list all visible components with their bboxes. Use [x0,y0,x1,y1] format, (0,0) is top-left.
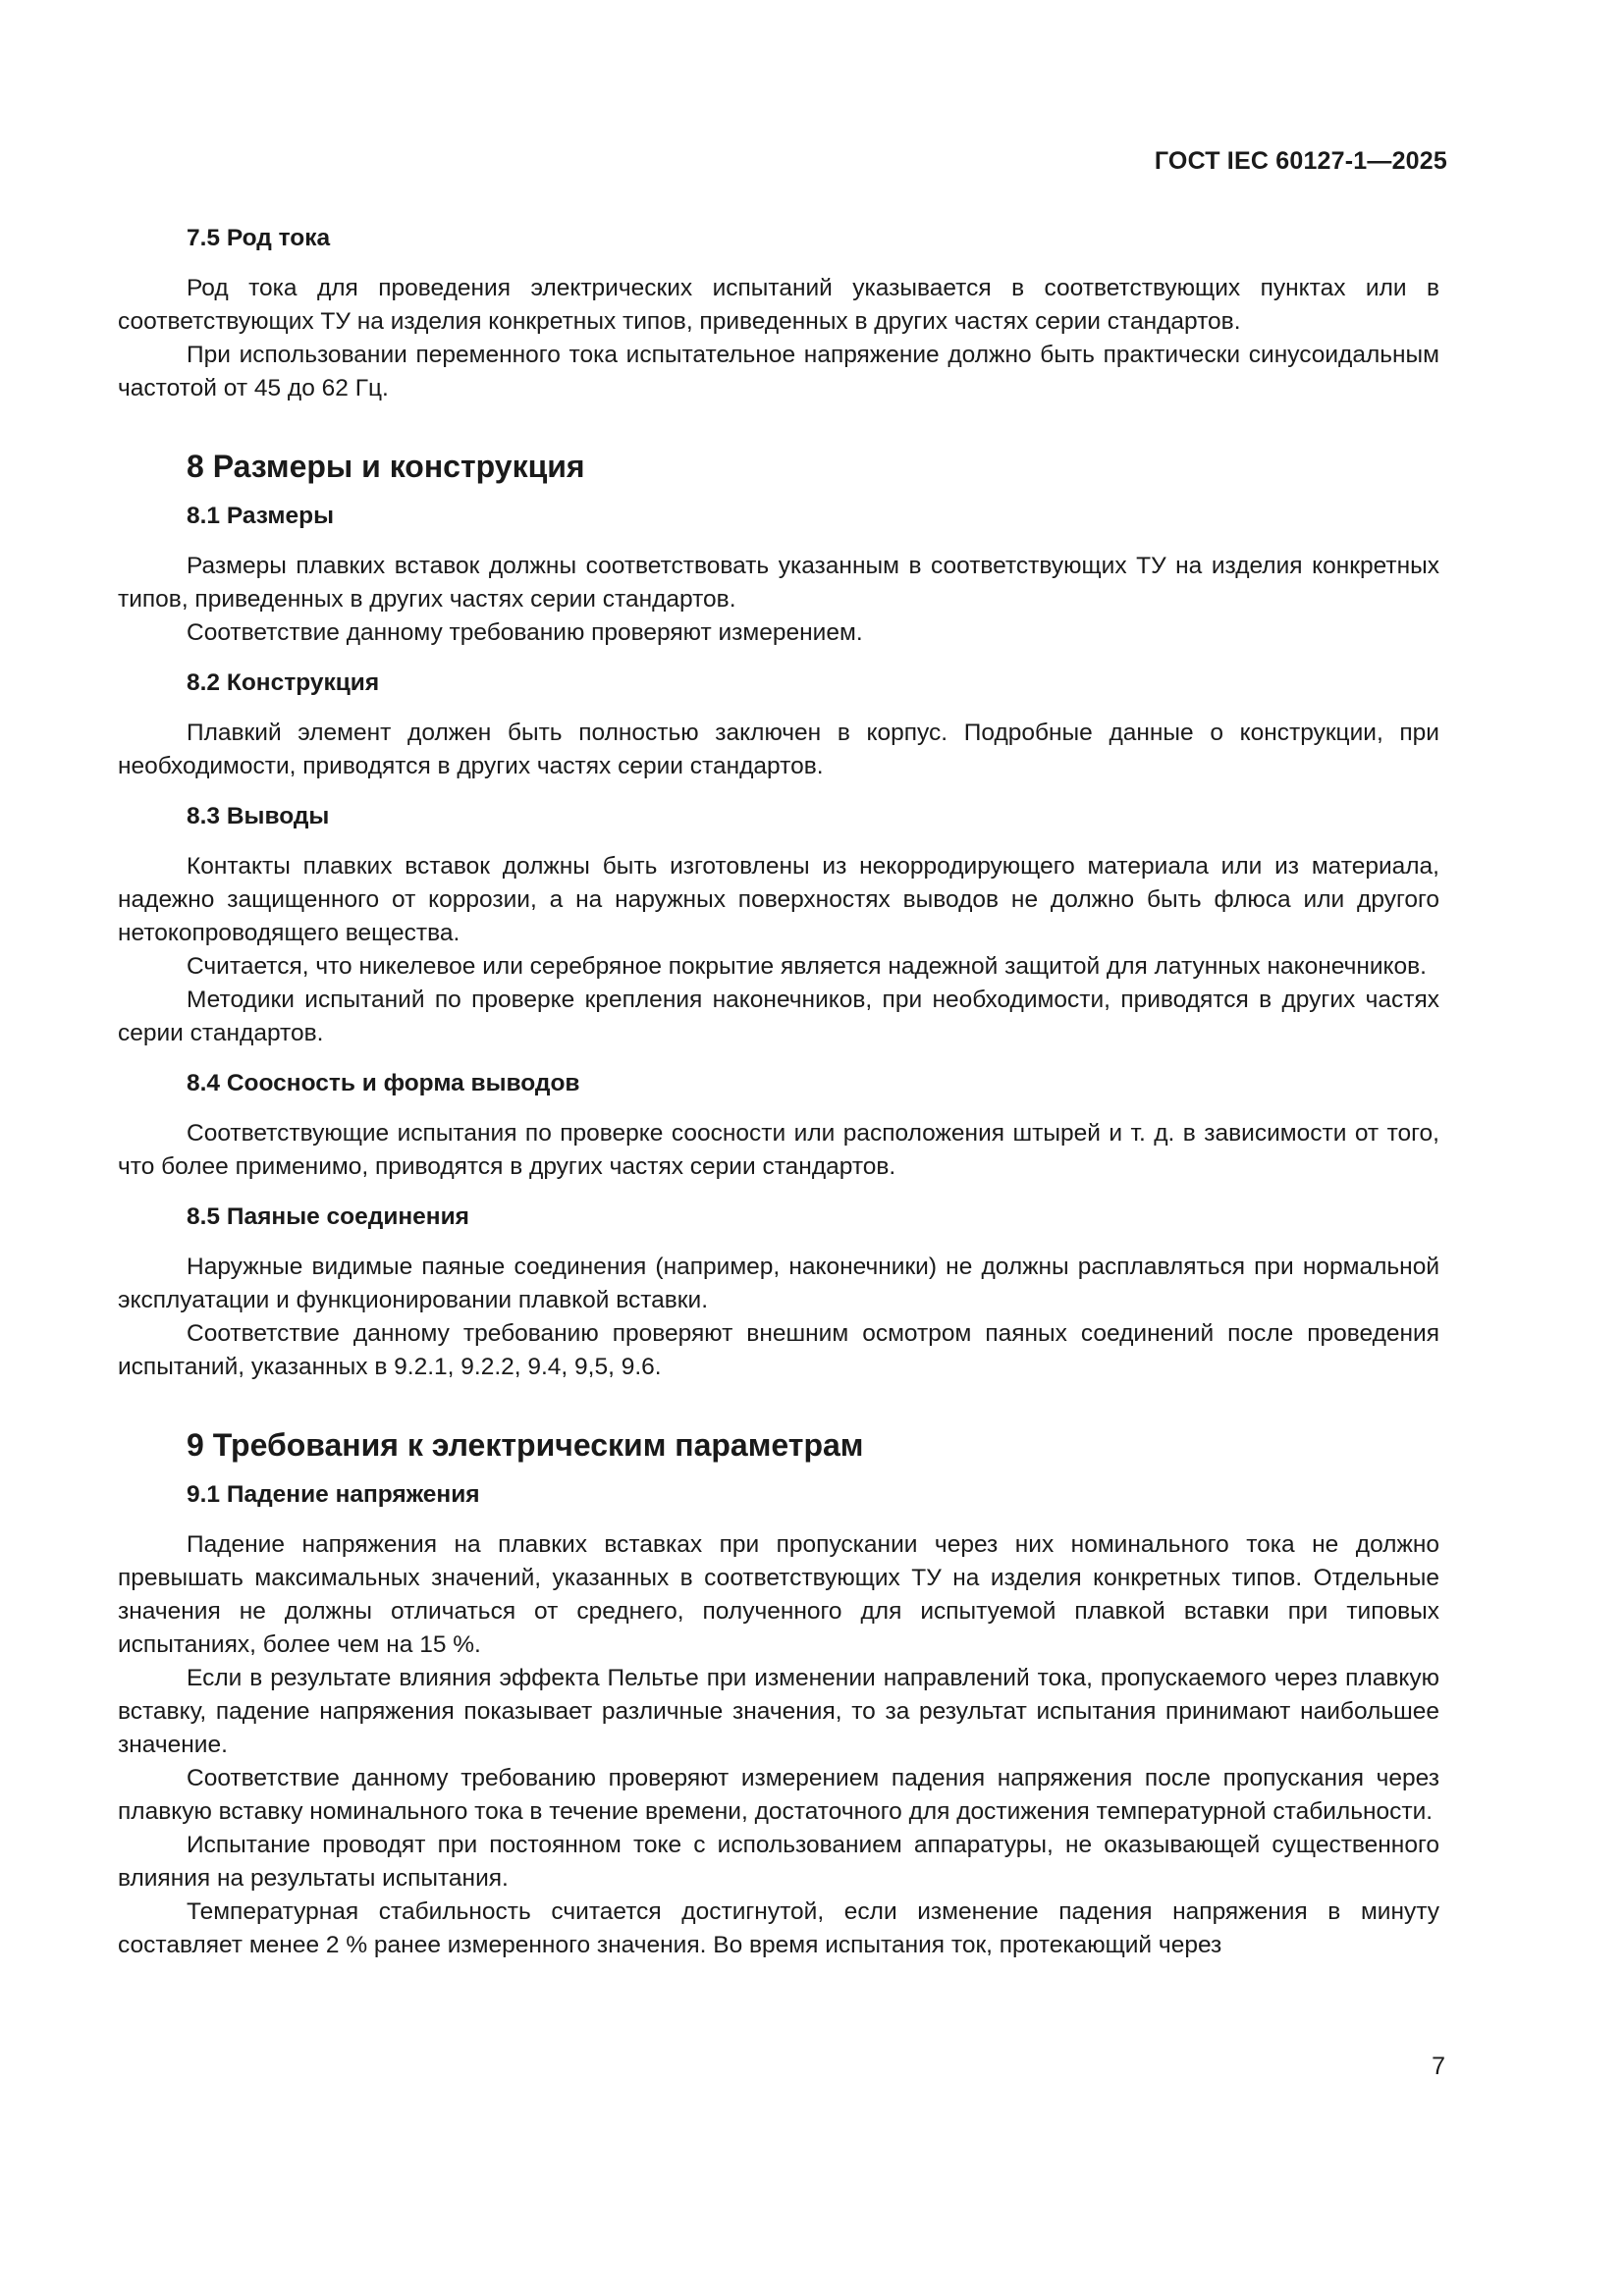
paragraph: Если в результате влияния эффекта Пельтье при изменении направлений тока, пропускаемого через плавкую вставку, падение напряжения показывает различные значения, то за результат испытания принимают наибольшее значение. [118,1665,1439,1758]
section-heading-8-3: 8.3 Выводы [187,803,330,829]
paragraph: Методики испытаний по проверке крепления наконечников, при необходимости, приводятся в других частях серии стандартов. [118,987,1439,1046]
section-heading-9-1: 9.1 Падение напряжения [187,1481,480,1508]
section-heading-8-2: 8.2 Конструкция [187,669,380,696]
paragraph: Падение напряжения на плавких вставках при пропускании через них номинального тока не должно превышать максимальных значений, указанных в соответствующих ТУ на изделия конкретных типов. Отдельные значения не должны отличаться от среднего, полученного для испытуемой плавкой вставки при типовых испытаниях, более чем на 15 %. [118,1531,1439,1658]
paragraph: При использовании переменного тока испытательное напряжение должно быть практически синусоидальным частотой от 45 до 62 Гц. [118,342,1439,401]
paragraph: Плавкий элемент должен быть полностью заключен в корпус. Подробные данные о конструкции, при необходимости, приводятся в других частях серии стандартов. [118,720,1439,779]
document-header-id: ГОСТ IEC 60127-1—2025 [1154,147,1447,175]
paragraph: Размеры плавких вставок должны соответствовать указанным в соответствующих ТУ на изделия конкретных типов, приведенных в других частях серии стандартов. [118,553,1439,613]
paragraph: Род тока для проведения электрических испытаний указывается в соответствующих пунктах или в соответствующих ТУ на изделия конкретных типов, приведенных в других частях серии стандартов. [118,275,1439,335]
paragraph: Соответствующие испытания по проверке соосности или расположения штырей и т. д. в зависимости от того, что более применимо, приводятся в других частях серии стандартов. [118,1120,1439,1180]
section-heading-7-5: 7.5 Род тока [187,225,331,251]
section-heading-9: 9 Требования к электрическим параметрам [187,1427,864,1463]
paragraph: Температурная стабильность считается достигнутой, если изменение падения напряжения в минуту составляет менее 2 % ранее измеренного значения. Во время испытания ток, протекающий через [118,1898,1439,1958]
section-heading-8-1: 8.1 Размеры [187,503,335,529]
paragraph: Контакты плавких вставок должны быть изготовлены из некорродирующего материала или из материала, надежно защищенного от коррозии, а на наружных поверхностях выводов не должно быть флюса или другого нетокопроводящего вещества. [118,853,1439,946]
paragraph: Соответствие данному требованию проверяют измерением падения напряжения после пропускания через плавкую вставку номинального тока в течение времени, достаточного для достижения температурной стабильности. [118,1765,1439,1825]
section-heading-8: 8 Размеры и конструкция [187,449,585,484]
section-heading-8-5: 8.5 Паяные соединения [187,1203,469,1230]
paragraph: Соответствие данному требованию проверяют измерением. [187,619,863,646]
paragraph: Считается, что никелевое или серебряное покрытие является надежной защитой для латунных наконечников. [187,953,1427,980]
section-heading-8-4: 8.4 Соосность и форма выводов [187,1070,580,1096]
paragraph: Испытание проводят при постоянном токе с использованием аппаратуры, не оказывающей существенного влияния на результаты испытания. [118,1832,1439,1892]
document-body [118,222,1439,1962]
page-number: 7 [1432,2053,1445,2080]
paragraph: Соответствие данному требованию проверяют внешним осмотром паяных соединений после проведения испытаний, указанных в 9.2.1, 9.2.2, 9.4, 9,5, 9.6. [118,1320,1439,1380]
paragraph: Наружные видимые паяные соединения (например, наконечники) не должны расплавляться при нормальной эксплуатации и функционировании плавкой вставки. [118,1254,1439,1313]
